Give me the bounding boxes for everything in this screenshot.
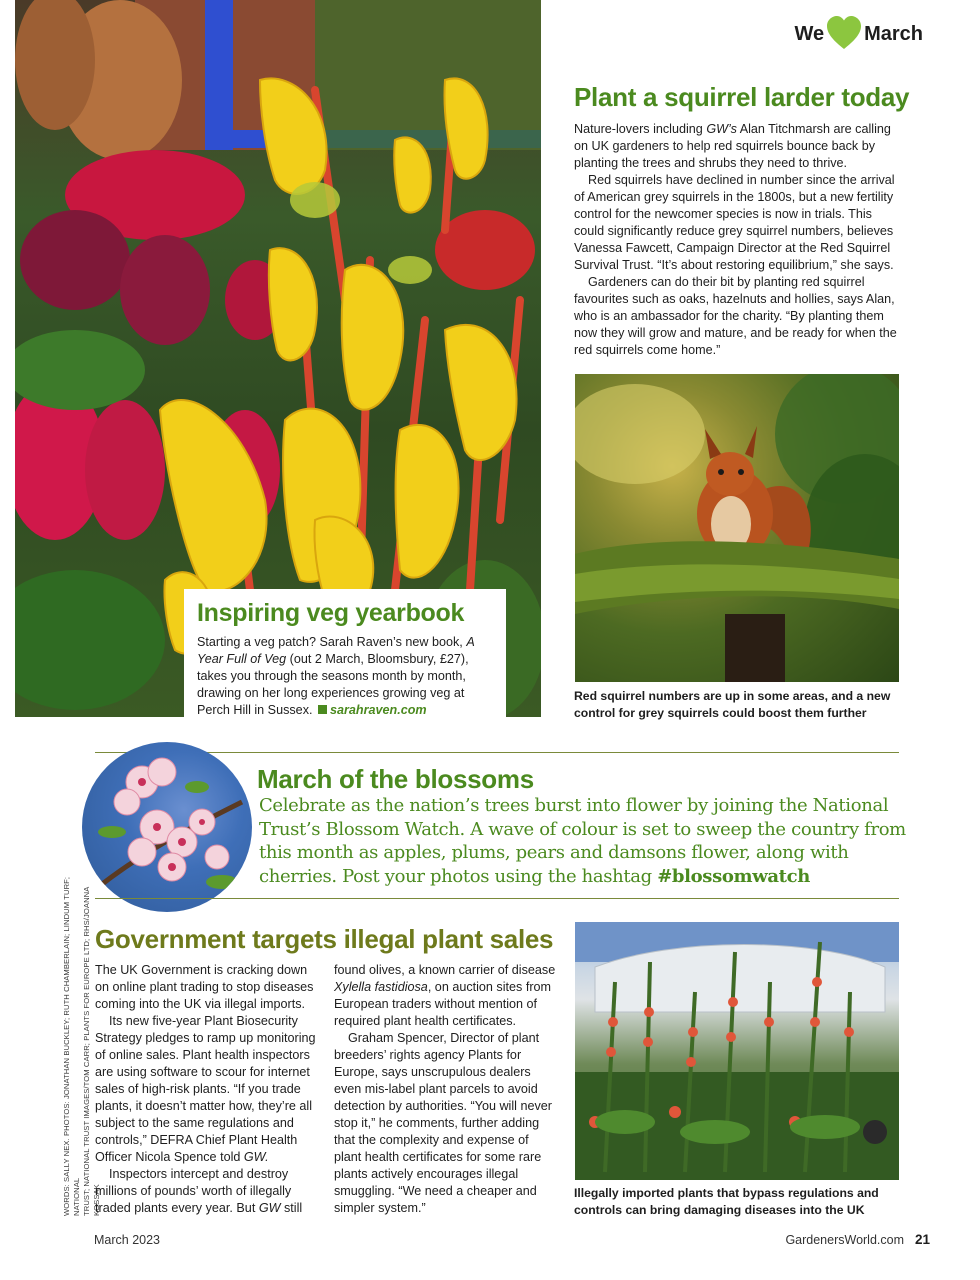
- section-divider-bottom: [95, 898, 899, 899]
- squirrel-paragraph-2: Red squirrels have declined in number since the arrival of American grey squirrels in the 1800s, but a new fertility control for the newcomer species is now in trials. This could significantly reduce grey squirrel numbers, believes Vanessa Fawcett, Campaign Director at the Red Squirrel Survival Trust. “It’s about restoring equilibrium,” she says.: [574, 173, 895, 272]
- imported-plants-photo: [575, 922, 899, 1180]
- square-bullet-icon: [318, 705, 327, 714]
- squirrel-p1-pre: Nature-lovers including: [574, 122, 703, 136]
- apple-blossom-photo: [82, 742, 252, 912]
- squirrel-p1-post: Alan Titchmarsh are calling on UK gardeners to help red squirrels bounce back by planting the trees and shrubs they need to thrive.: [574, 122, 891, 170]
- gov-p4-text: found olives, a known carrier of disease: [334, 963, 556, 977]
- blossom-text-body: Celebrate as the nation’s trees burst into flower by joining the National Trust’s Blossom Watch. A wave of colour is set to sweep the country from this month as apples, plums, pears and damsons flower, along with cherries. Post your photos using the hashtag: [259, 795, 906, 887]
- sarahraven-link[interactable]: sarahraven.com: [329, 703, 427, 717]
- plants-illustration: [575, 922, 899, 1180]
- gov-p2-text: Its new five-year Plant Biosecurity Strategy pledges to ramp up monitoring of online sales. Plant health inspectors are using software to scour for internet sales of high-risk plants. “If you trade plants, it doesn’t matter how, they’re all subject to the same regulations and controls,” DEFRA Chief Plant Health Officer Nicola Spence told: [95, 1014, 316, 1164]
- gov-p3-post: still: [284, 1201, 303, 1215]
- gov-paragraph-1: The UK Government is cracking down on online plant trading to stop diseases coming into the UK via illegal imports.: [95, 963, 314, 1011]
- government-article-column-2: [334, 962, 559, 1217]
- logo-month: March: [864, 22, 923, 45]
- red-squirrel-photo: [575, 374, 899, 682]
- footer-issue-date: March 2023: [94, 1233, 161, 1247]
- section-divider-top: [95, 752, 899, 753]
- veg-text-rest: (out 2 March, Bloomsbury, £27), takes you through the seasons month by month, drawing on her long experiences growing veg at Perch Hill in Sussex.: [197, 652, 469, 717]
- gov-paragraph-2: [95, 1013, 320, 1166]
- squirrel-paragraph-3: Gardeners can do their bit by planting red squirrel favourites such as oaks, hazelnuts and hollies, says Alan, who is an ambassador for the charity. “By planting them now they will grow and mature, and be ready for when the red squirrels come home.”: [574, 275, 897, 357]
- blossom-article-text: [259, 794, 909, 888]
- gov-p3-text: Inspectors intercept and destroy millions of pounds’ worth of illegally traded plants every year. But: [95, 1167, 292, 1215]
- squirrel-photo-caption: Red squirrel numbers are up in some areas, and a new control for grey squirrels could boost them further: [574, 689, 891, 720]
- blossom-article-title: March of the blossoms: [257, 764, 534, 794]
- gov-p4-post: , on auction sites from European traders without mention of required plant health certificates.: [334, 980, 552, 1028]
- gov-paragraph-3: [95, 1166, 320, 1217]
- veg-text-intro: Starting a veg patch? Sarah Raven’s new book,: [197, 635, 463, 649]
- page-number: 21: [914, 1232, 930, 1247]
- credits-line-1: WORDS: SALLY NEX. PHOTOS: JONATHAN BUCKLEY; RUTH CHAMBERLAIN; LINDUM TURF; NATIONAL: [62, 876, 81, 1216]
- blossomwatch-hashtag: #blossomwatch: [657, 865, 810, 887]
- squirrel-p1-magazine: GW’s: [706, 122, 737, 136]
- squirrel-article-body: [574, 121, 904, 359]
- credits-line-2: TRUST; NATIONAL TRUST IMAGES/TOM CARR; PLANTS FOR EUROPE LTD; RHS/JOANNA KOSSAK: [82, 887, 101, 1216]
- veg-yearbook-text: [197, 634, 494, 719]
- blossom-illustration: [82, 742, 252, 912]
- gov-p4-species: Xylella fastidiosa: [334, 980, 428, 994]
- gov-p2-magazine: GW.: [243, 1150, 269, 1164]
- veg-book-title: A Year Full of Veg: [197, 635, 475, 666]
- we-love-march-logo: [794, 14, 923, 54]
- squirrel-illustration: [575, 374, 899, 682]
- government-article-column-1: [95, 962, 320, 1217]
- government-article-title: Government targets illegal plant sales: [95, 924, 554, 954]
- plants-photo-caption: Illegally imported plants that bypass regulations and controls can bring damaging diseases into the UK: [574, 1186, 879, 1217]
- squirrel-paragraph-1: [574, 121, 904, 172]
- footer-website[interactable]: GardenersWorld.com: [785, 1233, 904, 1247]
- heart-icon: [826, 16, 862, 52]
- gov-paragraph-5: Graham Spencer, Director of plant breeders’ rights agency Plants for Europe, says unscrupulous dealers even mis-label plant parcels to avoid detection by authorities. “You will never stop it,” he comments, further adding that the complexity and expense of plant health certificates for some rare plants actively encourages illegal smuggling. “We need a cheaper and simpler system.”: [334, 1031, 552, 1215]
- veg-yearbook-title: Inspiring veg yearbook: [197, 599, 465, 627]
- gov-paragraph-4: [334, 962, 559, 1030]
- gov-p3-magazine: GW: [258, 1201, 281, 1215]
- squirrel-article-title: Plant a squirrel larder today: [574, 82, 910, 112]
- logo-we: We: [794, 22, 825, 45]
- veg-yearbook-box: [184, 589, 506, 717]
